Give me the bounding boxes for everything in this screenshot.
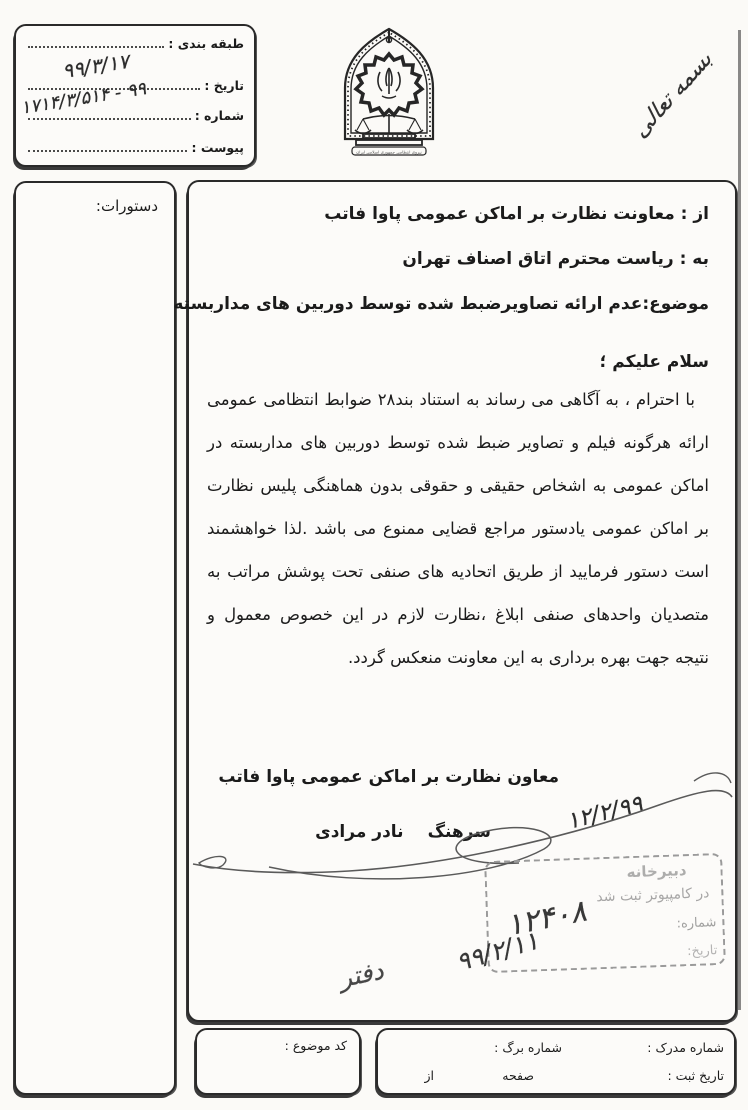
reg-date-label: تاریخ ثبت : <box>667 1068 724 1083</box>
letter-subject-line: موضوع:عدم ارائه تصاویرضبط شده توسط دوربین های مداربسته <box>173 294 709 314</box>
subject-code-box <box>195 1028 361 1095</box>
letter-from-line: از : معاونت نظارت بر اماکن عمومی پاوا فاتب <box>324 204 709 224</box>
letter-to-line: به : ریاست محترم اتاق اصناف تهران <box>402 249 709 269</box>
stamp-date-label: تاریخ: <box>686 943 718 960</box>
signature-title: معاون نظارت بر اماکن عمومی پاوا فاتب <box>218 767 559 787</box>
dotted-leader <box>28 150 187 152</box>
instructions-box <box>14 181 176 1095</box>
doc-number-label: شماره مدرک : <box>647 1040 724 1055</box>
letter-body-text: با احترام ، به آگاهی می رساند به استناد بند۲۸ ضوابط انتظامی عمومی ارائه هرگونه فیلم و تصاویر ضبط شده توسط دوربین های مداربسته در اماکن عمومی به اشخاص حقیقی و حقوقی بدون هماهنگی پلیس نظارت بر اماکن عمومی یادستور مراجع قضایی ممنوع می باشد .لذا خواهشمند است دستور فرمایید از طریق اتحادیه های صنفی تحت پوشش مراتب به متصدیان واحدهای صنفی ابلاغ ،نظارت لازم در این خصوص معمول و نتیجه جهت بهره برداری به این معاونت منعکس گردد. <box>207 390 709 667</box>
handwritten-signature-date: ۱۲/۲/۹۹ <box>563 791 645 835</box>
sheet-number-label: شماره برگ : <box>494 1040 562 1055</box>
classification-row <box>28 36 244 51</box>
of-label: از <box>424 1068 434 1083</box>
number-label: شماره : <box>194 108 244 123</box>
secretariat-stamp <box>452 853 726 977</box>
dotted-leader <box>28 46 164 48</box>
stamp-number-label: شماره: <box>676 915 717 932</box>
reference-fields-box <box>14 24 256 167</box>
bismillah-handwriting <box>618 44 728 144</box>
bismillah-text: بسمه تعالی <box>629 45 717 143</box>
attachment-row <box>28 140 244 155</box>
attachment-label: پیوست : <box>191 140 244 155</box>
classification-label: طبقه بندی : <box>168 36 244 51</box>
instructions-label: دستورات: <box>95 197 158 215</box>
police-emblem-icon <box>332 26 446 158</box>
stamp-title: دبیرخانه <box>626 861 687 882</box>
handwritten-stamp-number: ۱۲۴۰۸ <box>503 893 590 944</box>
signature-rank: سرهنگ <box>427 822 491 842</box>
subject-code-label: کد موضوع : <box>284 1038 347 1053</box>
handwritten-number-value: ۱۷۱۴/۳/۵۱۴ - ۹۹ <box>19 78 148 119</box>
letter-body-box <box>173 180 737 1022</box>
handwritten-stamp-date: ۹۹/۲/۱۱ <box>452 925 542 977</box>
document-meta-box <box>376 1028 736 1095</box>
handwritten-date-value: ۹۹/۳/۱۷ <box>60 48 131 84</box>
dotted-leader <box>28 118 191 120</box>
page-label: صفحه <box>502 1068 534 1083</box>
handwritten-note: دفتر <box>336 955 386 994</box>
date-label: تاریخ : <box>204 78 244 93</box>
emblem-banner-text: نیروی انتظامی جمهوری اسلامی ایران <box>356 149 422 155</box>
stamp-registered-line: در کامپیوتر ثبت شد <box>596 885 710 906</box>
signature-name: نادر مرادی <box>315 822 404 842</box>
letter-salutation: سلام علیکم ؛ <box>599 352 709 372</box>
